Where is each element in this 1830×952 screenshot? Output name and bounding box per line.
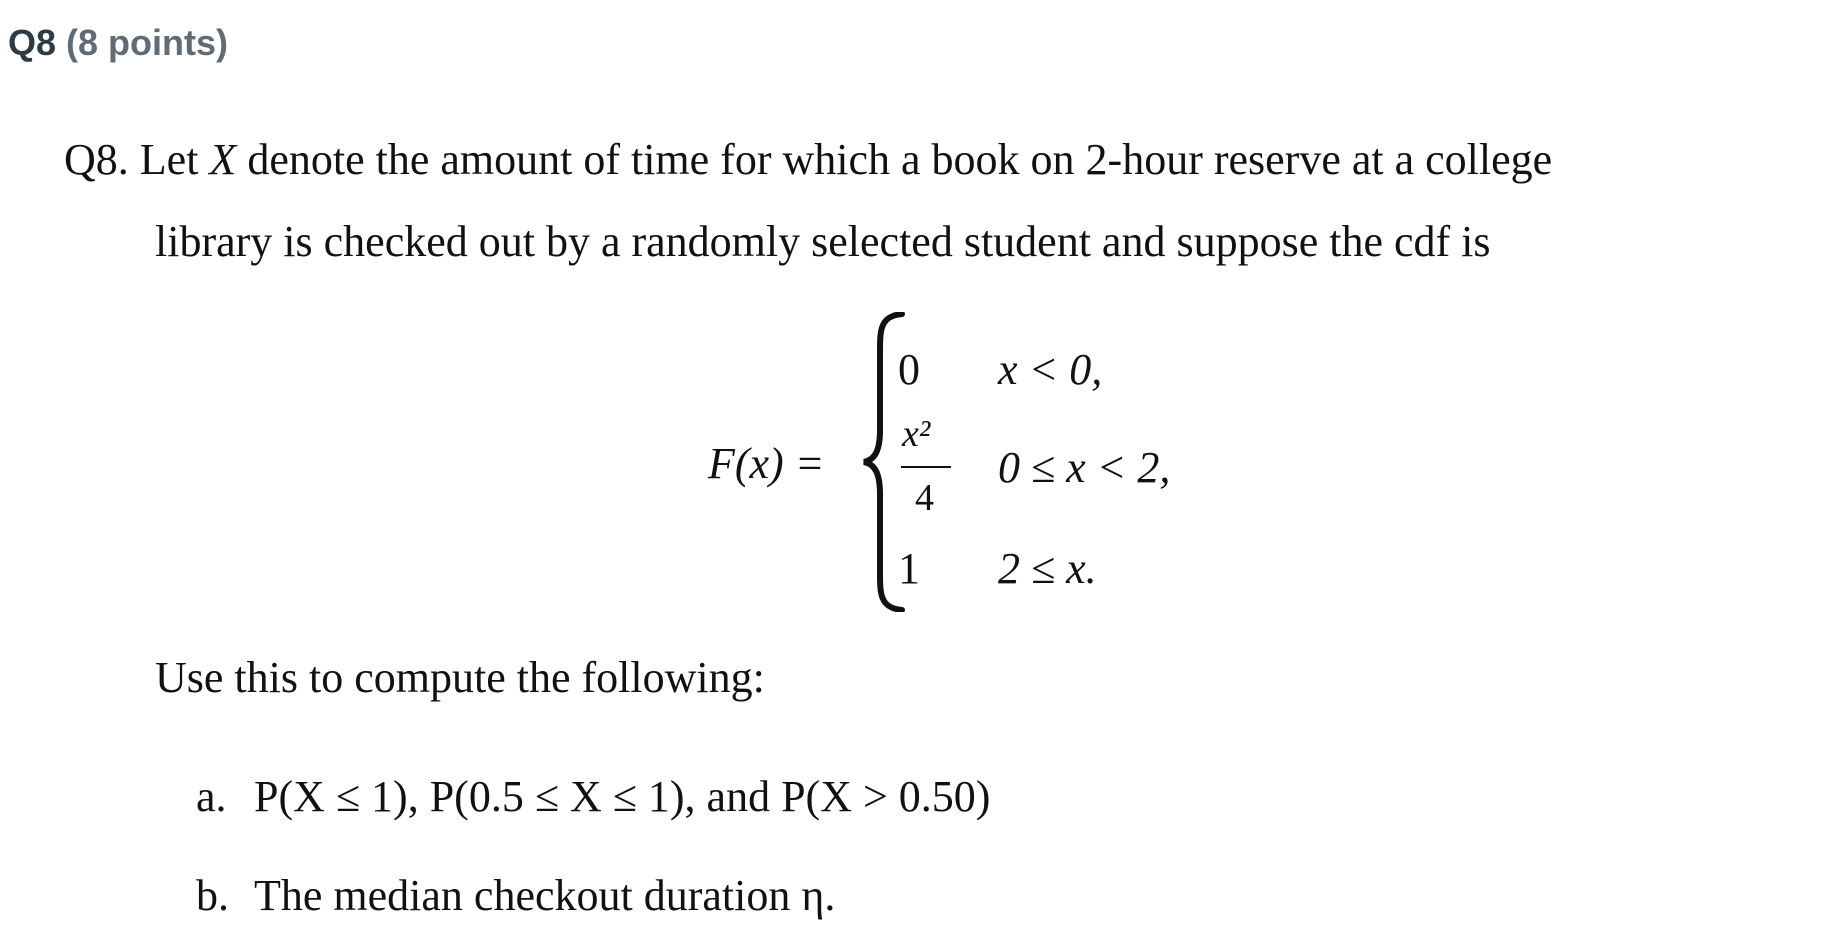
cdf-lhs: F(x) = [708, 439, 825, 488]
part-a-text: P(X ≤ 1), P(0.5 ≤ X ≤ 1), and P(X > 0.50) [254, 772, 991, 821]
question-text-rest: denote the amount of time for which a book on 2-hour reserve at a college [247, 135, 1553, 184]
part-a [196, 769, 990, 825]
instruction-text: Use this to compute the following: [155, 653, 765, 702]
case-2-numerator: x² [902, 413, 931, 455]
part-b-label: b. [196, 871, 229, 920]
question-number: Q8 [8, 22, 57, 63]
part-b [196, 868, 835, 924]
question-points: (8 points) [66, 22, 229, 63]
question-header [8, 18, 228, 68]
case-1-value: 0 [898, 345, 920, 394]
case-2-denominator: 4 [915, 477, 934, 519]
random-variable: X [209, 135, 237, 184]
case-3-value: 1 [898, 544, 920, 593]
question-prefix: Q8. [64, 135, 129, 184]
left-brace [862, 312, 912, 612]
question-text-line-2: library is checked out by a randomly selected student and suppose the cdf is [155, 217, 1491, 266]
case-3-condition: 2 ≤ x. [998, 544, 1097, 593]
part-a-label: a. [196, 772, 227, 821]
part-b-text: The median checkout duration η. [254, 871, 836, 920]
case-2-condition: 0 ≤ x < 2, [998, 443, 1171, 492]
case-1-condition: x < 0, [998, 345, 1103, 394]
fraction-bar [901, 466, 951, 468]
question-text-line-1 [64, 132, 1552, 188]
question-text-lead: Let [139, 135, 199, 184]
